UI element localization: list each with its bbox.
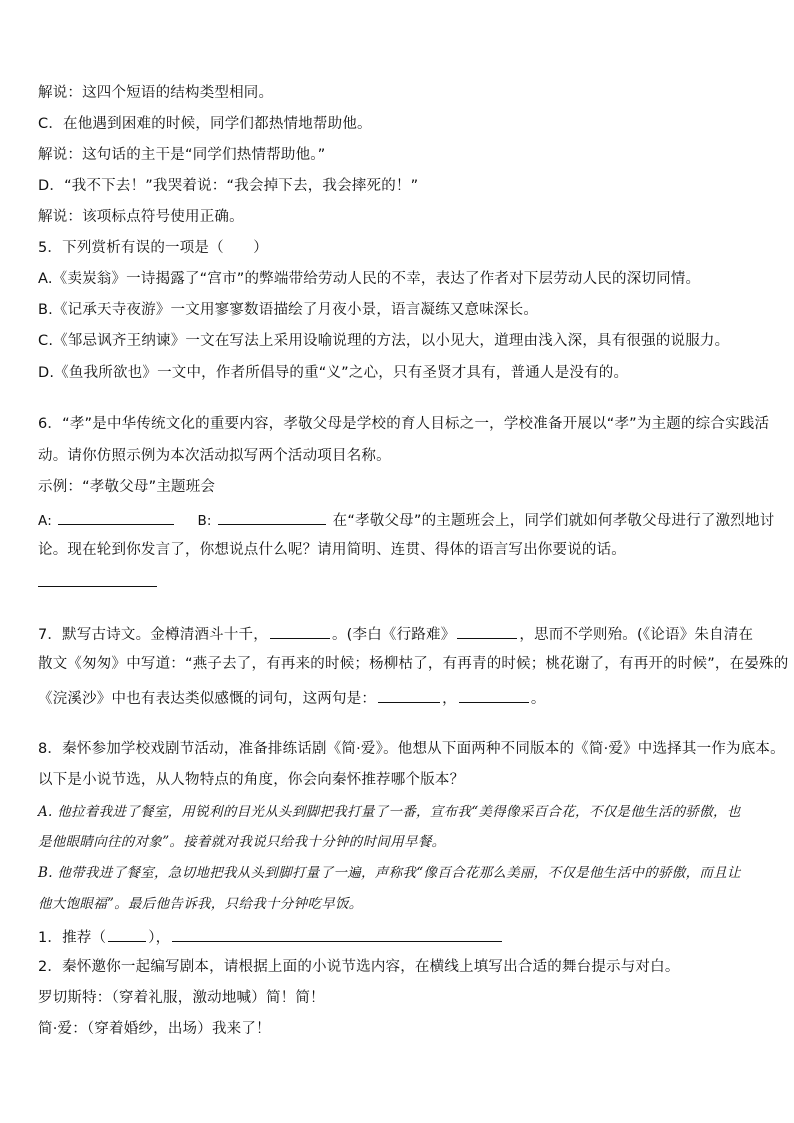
answer-a-blank[interactable] — [58, 510, 174, 525]
recommend-reason-blank[interactable] — [172, 927, 502, 942]
question-5-option-d: D.《鱼我所欲也》一文中，作者所倡导的重“义”之心，只有圣贤才具有，普通人是没有的。 — [38, 365, 629, 381]
question-6-title-cont: 动。请你仿照示例为本次活动拟写两个活动项目名称。 — [38, 448, 391, 464]
poem-blank-4[interactable] — [459, 688, 529, 703]
question-5-option-b: B.《记承天寺夜游》一文用寥寥数语描绘了月夜小景，语言凝练又意味深长。 — [38, 302, 539, 318]
version-b-excerpt-cont: 他大饱眼福”。最后他告诉我，只给我十分钟吃早饭。 — [38, 896, 363, 912]
question-6-title: 6．“孝”是中华传统文化的重要内容，孝敬父母是学校的育人目标之一，学校准备开展以“孝”为主题的综合实践活 — [38, 416, 770, 432]
poem-blank-1[interactable] — [270, 624, 330, 639]
question-5-option-a: A.《卖炭翁》一诗揭露了“宫市”的弊端带给劳动人民的不幸，表达了作者对下层劳动人民的深切同情。 — [38, 271, 701, 287]
poem-blank-2[interactable] — [457, 624, 517, 639]
question-7-line-1 — [38, 624, 753, 644]
explanation-line: 解说：该项标点符号使用正确。 — [38, 209, 244, 225]
script-line-jane: 简·爱：（穿着婚纱，出场）我来了！ — [38, 1021, 271, 1037]
version-a-excerpt: A. 他拉着我进了餐室，用锐利的目光从头到脚把我打量了一番，宣布我“美得像采百合花，不仅是他生活的骄傲，也 — [38, 804, 741, 820]
answer-a-label: A: — [38, 513, 52, 529]
question-6-example: 示例：“孝敬父母”主题班会 — [38, 479, 216, 495]
question-7-line-3 — [38, 688, 546, 708]
version-b-excerpt: B. 他带我进了餐室，急切地把我从头到脚打量了一遍，声称我“像百合花那么美丽，不仅是他生活中的骄傲，而且让 — [38, 865, 741, 881]
poem-blank-3[interactable] — [378, 688, 440, 703]
answer-b-label: B: — [197, 513, 212, 529]
script-task: 2．秦怀邀你一起编写剧本，请根据上面的小说节选内容，在横线上填写出合适的舞台提示与对白。 — [38, 959, 680, 975]
question-7-text-b: 。(李白《行路难》 — [331, 627, 456, 643]
option-c-line: C．在他遇到困难的时候，同学们都热情地帮助他。 — [38, 116, 372, 132]
version-a-excerpt-cont: 是他眼睛向往的对象”。接着就对我说只给我十分钟的时间用早餐。 — [38, 834, 446, 850]
explanation-line: 解说：这句话的主干是“同学们热情帮助他。” — [38, 147, 326, 163]
comma: ， — [442, 691, 457, 707]
answer-b-blank[interactable] — [218, 510, 326, 525]
explanation-line: 解说：这四个短语的结构类型相同。 — [38, 85, 274, 101]
question-7-line-2: 散文《匆匆》中写道：“燕子去了，有再来的时候；杨柳枯了，有再青的时候；桃花谢了，有再开的时候”，在晏殊的 — [38, 656, 789, 672]
discussion-prompt: 在“孝敬父母”的主题班会上，同学们就如何孝敬父母进行了激烈地讨 — [332, 513, 775, 529]
question-5-title: 5．下列赏析有误的一项是（ ） — [38, 240, 268, 256]
question-7-text-a: 7．默写古诗文。金樽清酒斗十千， — [38, 627, 268, 643]
recommend-choice-blank[interactable] — [108, 927, 146, 942]
discussion-prompt-cont: 论。现在轮到你发言了，你想说点什么呢？请用简明、连贯、得体的语言写出你要说的话。 — [38, 542, 626, 558]
question-8-title: 8．秦怀参加学校戏剧节活动，准备排练话剧《简·爱》。他想从下面两种不同版本的《简·爱》中选择其一作为底本。 — [38, 741, 785, 757]
recommend-sep: ）， — [148, 930, 171, 946]
question-8-title-cont: 以下是小说节选，从人物特点的角度，你会向秦怀推荐哪个版本？ — [38, 772, 465, 788]
recommend-label: 1．推荐（ — [38, 930, 107, 946]
question-5-option-c: C.《邹忌讽齐王纳谏》一文在写法上采用设喻说理的方法，以小见大，道理由浅入深，具有很强的说服力。 — [38, 333, 730, 349]
question-7-text-d: 《浣溪沙》中也有表达类似感慨的词句，这两句是： — [38, 691, 377, 707]
speech-answer-blank[interactable] — [38, 586, 157, 587]
script-line-rochester: 罗切斯特：（穿着礼服，激动地喊）简！简！ — [38, 990, 325, 1006]
question-6-answer-line — [38, 510, 774, 530]
question-7-text-c: ，思而不学则殆。(《论语》朱自清在 — [519, 627, 754, 643]
option-d-line: D．“我不下去！”我哭着说：“我会掉下去，我会摔死的！” — [38, 178, 419, 194]
period: 。 — [530, 691, 546, 707]
recommend-line — [38, 927, 504, 947]
